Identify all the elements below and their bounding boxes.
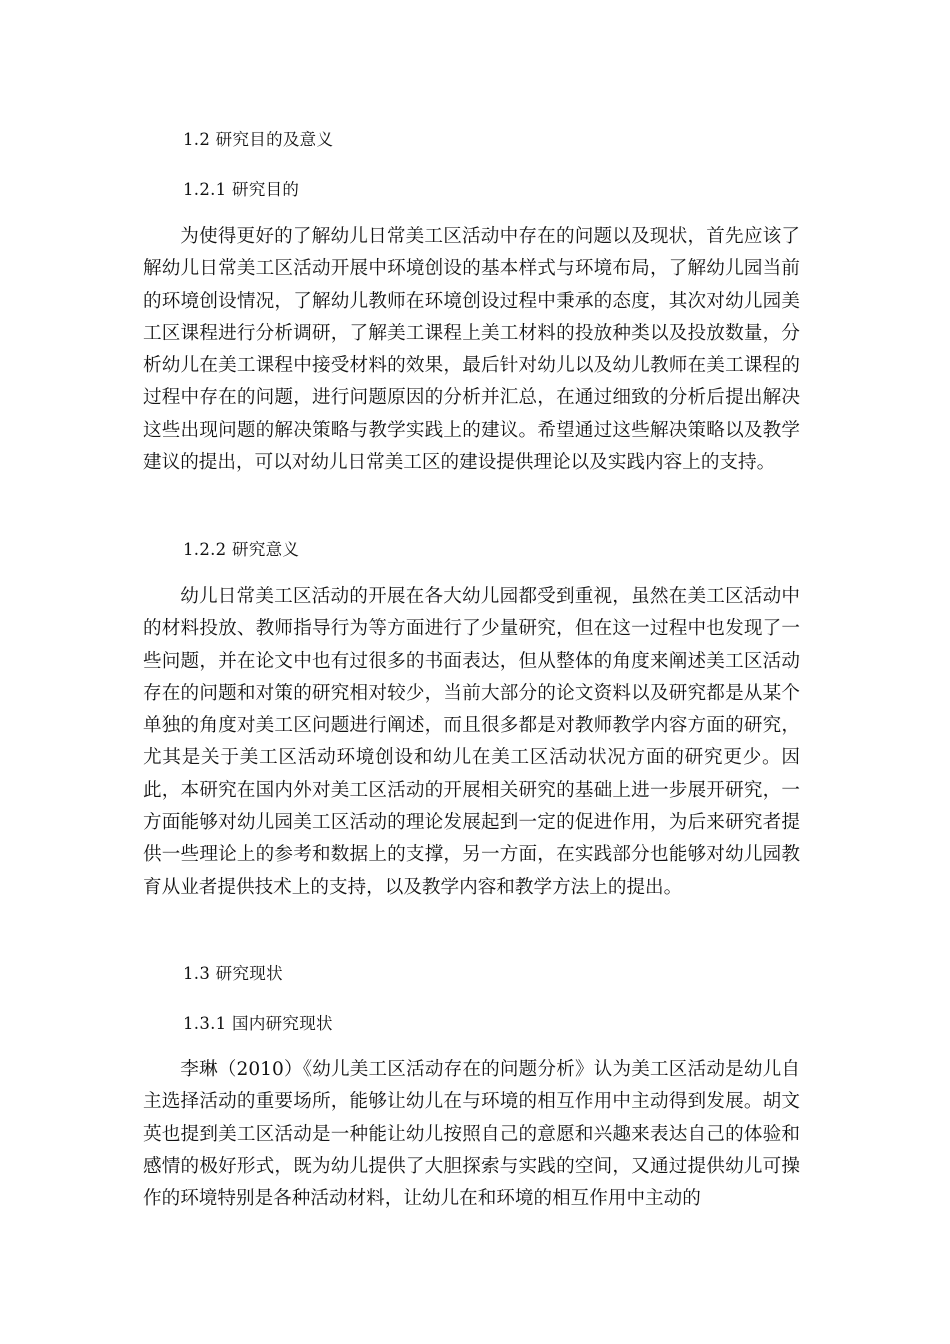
paragraph-research-significance: 幼儿日常美工区活动的开展在各大幼儿园都受到重视，虽然在美工区活动中的材料投放、教师指导行为等方面进行了少量研究，但在这一过程中也发现了一些问题，并在论文中也有过很多的书面表达，但从整体的角度来阐述美工区活动存在的问题和对策的研究相对较少，当前大部分的论文资料以及研究都是从某个单独的角度对美工区问题进行阐述，而且很多都是对教师教学内容方面的研究，尤其是关于美工区活动环境创设和幼儿在美工区活动状况方面的研究更少。因此，本研究在国内外对美工区活动的开展相关研究的基础上进一步展开研究，一方面能够对幼儿园美工区活动的理论发展起到一定的促进作用，为后来研究者提供一些理论上的参考和数据上的支撑，另一方面，在实践部分也能够对幼儿园教育从业者提供技术上的支持，以及教学内容和教学方法上的提出。 (143, 586, 800, 898)
heading-1-3-1: 1.3.1 国内研究现状 (183, 1014, 333, 1033)
paragraph-research-purpose: 为使得更好的了解幼儿日常美工区活动中存在的问题以及现状，首先应该了解幼儿日常美工区活动开展中环境创设的基本样式与环境布局，了解幼儿园当前的环境创设情况，了解幼儿教师在环境创设过程中秉承的态度，其次对幼儿园美工区课程进行分析调研，了解美工课程上美工材料的投放种类以及投放数量，分析幼儿在美工课程中接受材料的效果，最后针对幼儿以及幼儿教师在美工课程的过程中存在的问题，进行问题原因的分析并汇总，在通过细致的分析后提出解决这些出现问题的解决策略与教学实践上的建议。希望通过这些解决策略以及教学建议的提出，可以对幼儿日常美工区的建设提供理论以及实践内容上的支持。 (143, 226, 800, 474)
heading-1-2: 1.2 研究目的及意义 (183, 130, 334, 149)
heading-1-2-2: 1.2.2 研究意义 (183, 540, 300, 559)
heading-1-2-1: 1.2.1 研究目的 (183, 180, 300, 199)
paragraph-domestic-research: 李琳（2010）《幼儿美工区活动存在的问题分析》认为美工区活动是幼儿自主选择活动的重要场所，能够让幼儿在与环境的相互作用中主动得到发展。胡文英也提到美工区活动是一种能让幼儿按照自己的意愿和兴趣来表达自己的体验和感情的极好形式，既为幼儿提供了大胆探索与实践的空间，又通过提供幼儿可操作的环境特别是各种活动材料，让幼儿在和环境的相互作用中主动的 (143, 1059, 800, 1210)
heading-1-3: 1.3 研究现状 (183, 964, 283, 983)
